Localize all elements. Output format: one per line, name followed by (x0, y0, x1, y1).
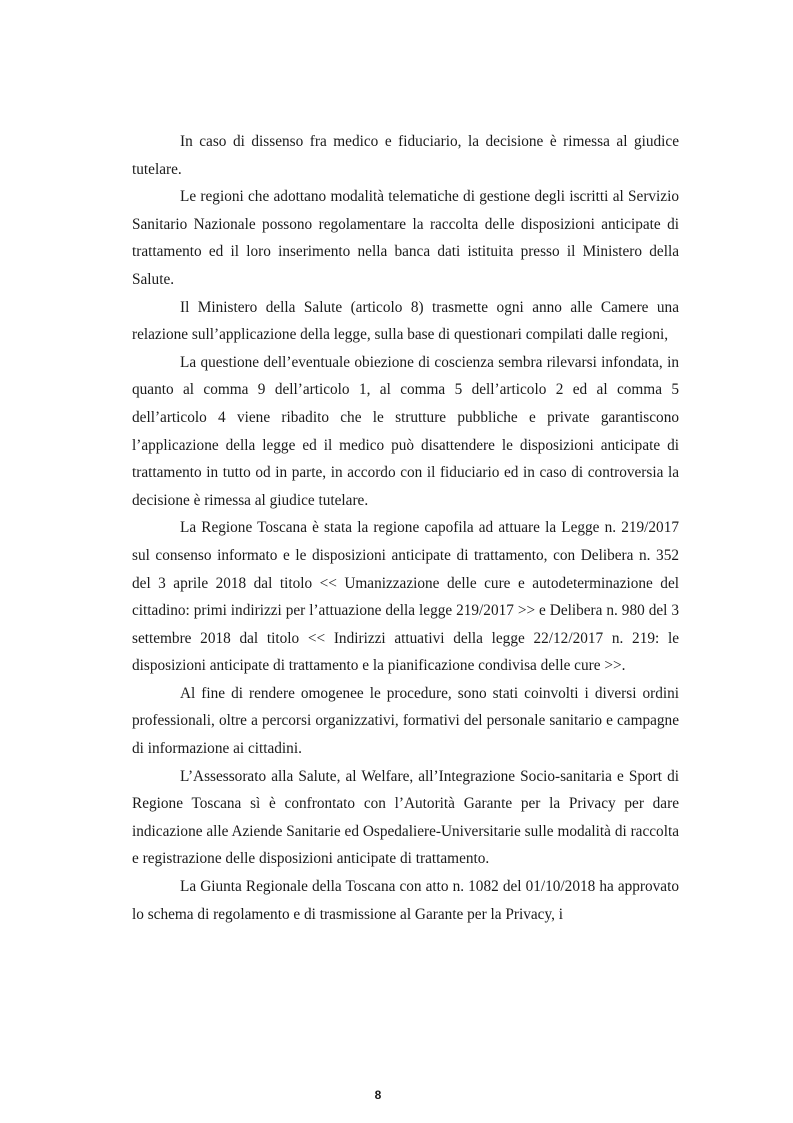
paragraph-giunta-regionale: La Giunta Regionale della Toscana con atto n. 1082 del 01/10/2018 ha approvato lo schema di regolamento e di trasmissione al Garante per la Privacy, i (132, 878, 679, 923)
paragraph-procedure-omogenee: Al fine di rendere omogenee le procedure, sono stati coinvolti i diversi ordini professionali, oltre a percorsi organizzativi, formativi del personale sanitario e campagne di informazione ai cittadini. (132, 684, 679, 758)
paragraph-regione-toscana: La Regione Toscana è stata la regione capofila ad attuare la Legge n. 219/2017 sul consenso informato e le disposizioni anticipate di trattamento, con Delibera n. 352 del 3 aprile 2018 dal titolo << Umanizzazione delle cure e autodeterminazione del cittadino: primi indirizzi per l’attuazione della legge 219/2017 >> e Delibera n. 980 del 3 settembre 2018 dal titolo << Indirizzi attuativi della legge 22/12/2017 n. 219: le disposizioni anticipate di trattamento e la pianificazione condivisa delle cure >>. (132, 519, 679, 675)
body-text (132, 128, 679, 928)
page-number: 8 (374, 1088, 382, 1102)
paragraph-assessorato: L’Assessorato alla Salute, al Welfare, all’Integrazione Socio-sanitaria e Sport di Regione Toscana sì è confrontato con l’Autorità Garante per la Privacy per dare indicazione alle Aziende Sanitarie ed Ospedaliere-Universitarie sulle modalità di raccolta e registrazione delle disposizioni anticipate di trattamento. (132, 767, 679, 868)
paragraph-dissenso: In caso di dissenso fra medico e fiduciario, la decisione è rimessa al giudice tutelare. (132, 133, 679, 178)
paragraph-obiezione-coscienza: La questione dell’eventuale obiezione di coscienza sembra rilevarsi infondata, in quanto al comma 9 dell’articolo 1, al comma 5 dell’articolo 2 ed al comma 5 dell’articolo 4 viene ribadito che le strutture pubbliche e private garantiscono l’applicazione della legge ed il medico può disattendere le disposizioni anticipate di trattamento in tutto od in parte, in accordo con il fiduciario ed in caso di controversia la decisione è rimessa al giudice tutelare. (132, 353, 679, 509)
paragraph-regioni-telematiche: Le regioni che adottano modalità telematiche di gestione degli iscritti al Servizio Sanitario Nazionale possono regolamentare la raccolta delle disposizioni anticipate di trattamento ed il loro inserimento nella banca dati istituita presso il Ministero della Salute. (132, 188, 679, 288)
paragraph-ministero-relazione: Il Ministero della Salute (articolo 8) trasmette ogni anno alle Camere una relazione sull’applicazione della legge, sulla base di questionari compilati dalle regioni, (132, 298, 679, 344)
